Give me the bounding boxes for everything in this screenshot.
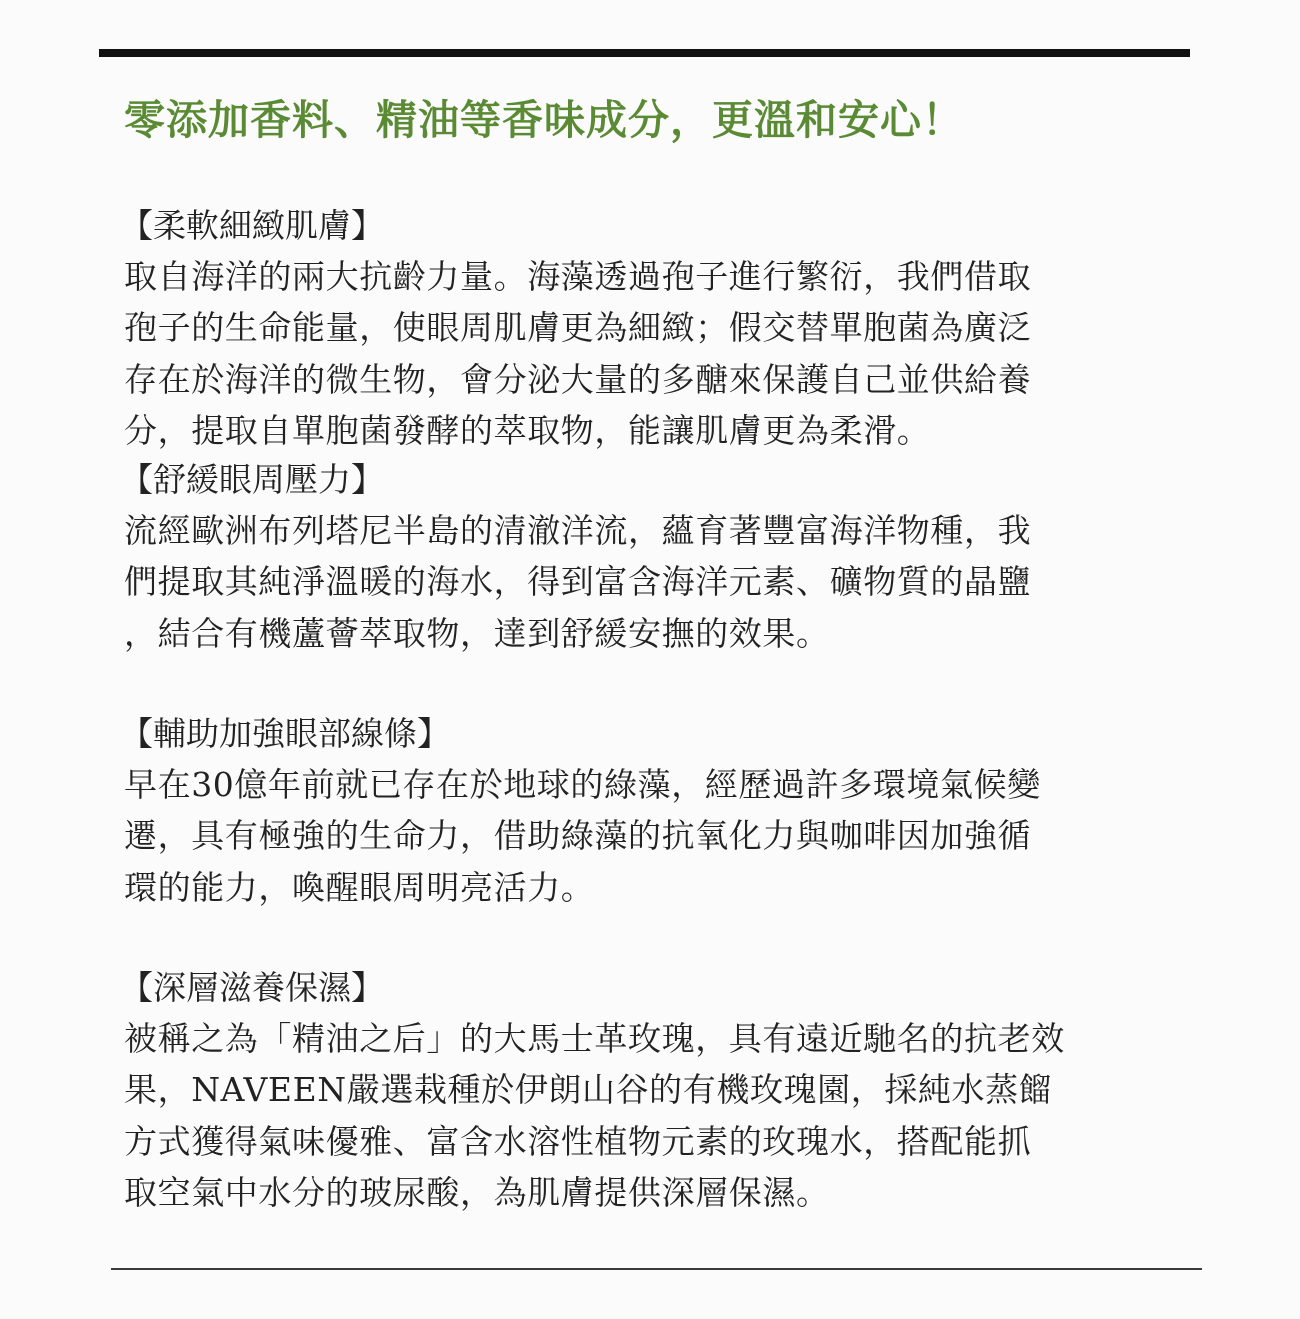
- section-body-moisture: [124, 1013, 1184, 1218]
- body-line: 孢子的生命能量，使眼周肌膚更為細緻；假交替單胞菌為廣泛: [124, 308, 1032, 348]
- body-line: 遷，具有極強的生命力，借助綠藻的抗氧化力與咖啡因加強循: [124, 816, 1032, 856]
- bottom-divider: [111, 1268, 1202, 1270]
- section-heading-soothe: 【舒緩眼周壓力】: [120, 460, 384, 499]
- body-line: 取自海洋的兩大抗齡力量。海藻透過孢子進行繁衍，我們借取: [124, 257, 1032, 296]
- section-body-soothe: [124, 505, 1184, 659]
- section-heading-contour: 【輔助加強眼部線條】: [120, 714, 450, 753]
- body-line: 流經歐洲布列塔尼半島的清澈洋流，蘊育著豐富海洋物種，我: [124, 511, 1032, 550]
- body-line: 分，提取自單胞菌發酵的萃取物，能讓肌膚更為柔滑。: [124, 410, 931, 450]
- body-line: 存在於海洋的微生物，會分泌大量的多醣來保護自己並供給養: [124, 359, 1032, 399]
- body-line: 們提取其純淨溫暖的海水，得到富含海洋元素、礦物質的晶鹽: [124, 562, 1032, 602]
- section-heading-soft-skin: 【柔軟細緻肌膚】: [120, 206, 384, 245]
- body-line: 方式獲得氣味優雅、富含水溶性植物元素的玫瑰水，搭配能抓: [124, 1121, 1032, 1161]
- section-heading-moisture: 【深層滋養保濕】: [120, 968, 384, 1007]
- section-body-soft-skin: [124, 251, 1184, 456]
- top-divider: [99, 49, 1190, 57]
- headline: 零添加香料、精油等香味成分，更溫和安心！: [124, 96, 964, 144]
- section-body-contour: [124, 759, 1184, 913]
- body-line: 果，NAVEEN嚴選栽種於伊朗山谷的有機玫瑰園，採純水蒸餾: [124, 1070, 1053, 1110]
- body-line: ，結合有機蘆薈萃取物，達到舒緩安撫的效果。: [124, 613, 830, 653]
- body-line: 被稱之為「精油之后」的大馬士革玫瑰，具有遠近馳名的抗老效: [124, 1019, 1065, 1058]
- body-line: 取空氣中水分的玻尿酸，為肌膚提供深層保濕。: [124, 1172, 830, 1212]
- body-line: 環的能力，喚醒眼周明亮活力。: [124, 867, 595, 907]
- body-line: 早在30億年前就已存在於地球的綠藻，經歷過許多環境氣候變: [124, 765, 1041, 804]
